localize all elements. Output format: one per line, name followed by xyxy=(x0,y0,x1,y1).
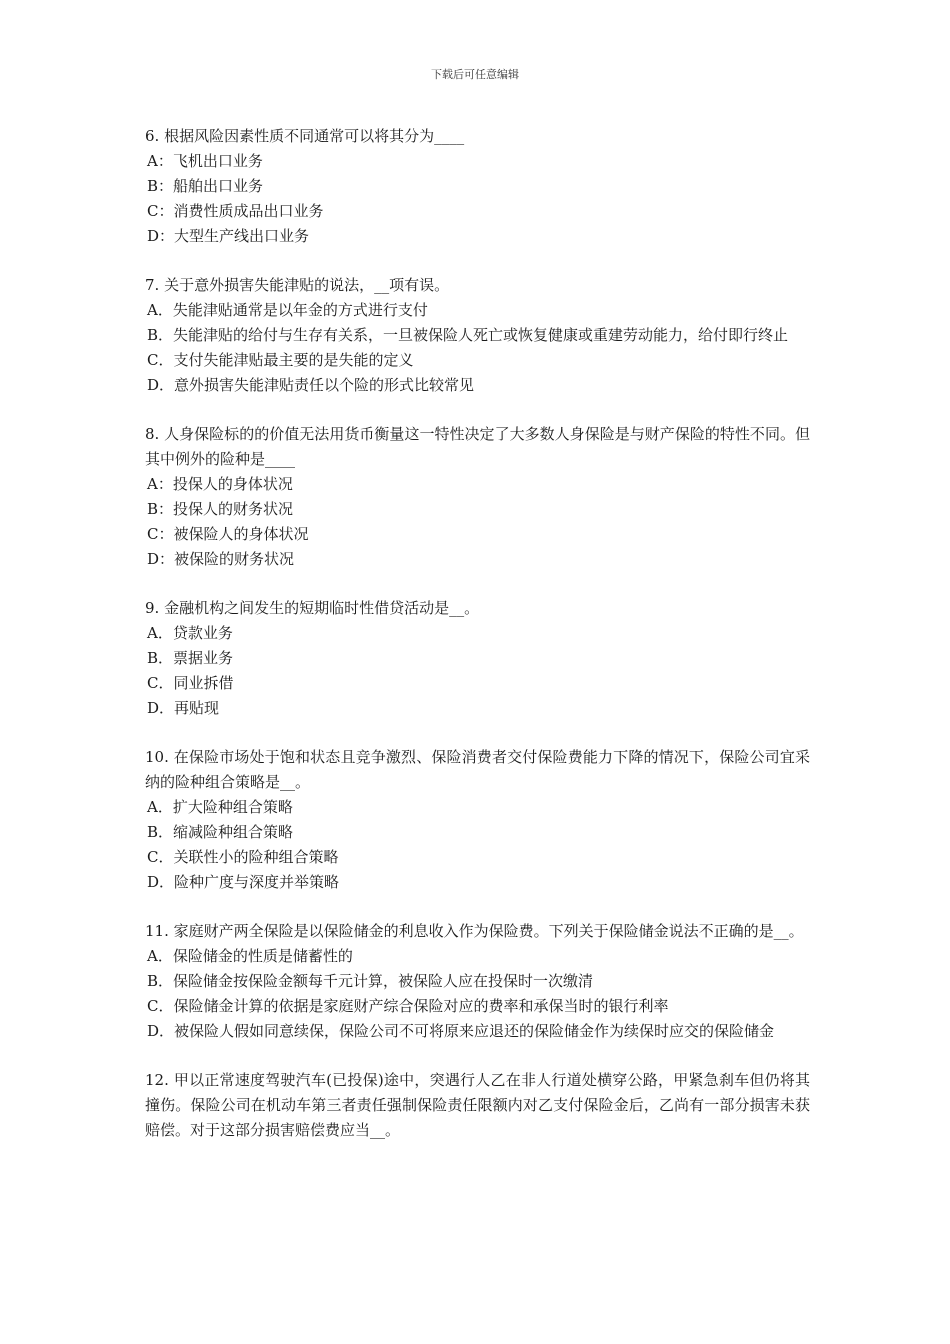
option-c: C：被保险人的身体状况 xyxy=(147,525,309,543)
option-b: B．票据业务 xyxy=(147,649,234,667)
option-c: C：消费性质成品出口业务 xyxy=(147,202,324,220)
option-d: D：大型生产线出口业务 xyxy=(147,227,310,245)
option-b: B．缩减险种组合策略 xyxy=(147,823,294,841)
question-8 xyxy=(145,422,810,572)
question-stem: 8. 人身保险标的的价值无法用货币衡量这一特性决定了大多数人身保险是与财产保险的特性不同。但其中例外的险种是____ xyxy=(145,425,810,468)
option-d: D．被保险人假如同意续保，保险公司不可将原来应退还的保险储金作为续保时应交的保险储金 xyxy=(147,1022,775,1040)
option-d: D．意外损害失能津贴责任以个险的形式比较常见 xyxy=(147,376,475,394)
question-list xyxy=(145,124,810,1167)
option-c: C．支付失能津贴最主要的是失能的定义 xyxy=(147,351,414,369)
question-10 xyxy=(145,745,810,895)
question-6 xyxy=(145,124,810,249)
option-a: A．贷款业务 xyxy=(147,624,233,642)
option-b: B．保险储金按保险金额每千元计算，被保险人应在投保时一次缴清 xyxy=(147,972,594,990)
option-a: A．扩大险种组合策略 xyxy=(147,798,293,816)
option-c: C．关联性小的险种组合策略 xyxy=(147,848,339,866)
question-stem: 7. 关于意外损害失能津贴的说法，__项有误。 xyxy=(145,276,450,294)
question-stem: 10. 在保险市场处于饱和状态且竞争激烈、保险消费者交付保险费能力下降的情况下，保险公司宜采纳的险种组合策略是__。 xyxy=(145,748,810,791)
option-a: A：飞机出口业务 xyxy=(147,152,263,170)
question-7 xyxy=(145,273,810,398)
option-a: A：投保人的身体状况 xyxy=(147,475,293,493)
option-d: D：被保险的财务状况 xyxy=(147,550,295,568)
option-c: C．同业拆借 xyxy=(147,674,234,692)
question-stem: 6. 根据风险因素性质不同通常可以将其分为____ xyxy=(145,127,465,145)
question-12 xyxy=(145,1068,810,1143)
option-b: B：投保人的财务状况 xyxy=(147,500,294,518)
page-header: 下载后可任意编辑 xyxy=(431,68,519,81)
question-stem: 11. 家庭财产两全保险是以保险储金的利息收入作为保险费。下列关于保险储金说法不正确的是__。 xyxy=(145,922,804,940)
question-11 xyxy=(145,919,810,1044)
option-d: D．险种广度与深度并举策略 xyxy=(147,873,340,891)
option-d: D．再贴现 xyxy=(147,699,220,717)
option-a: A．失能津贴通常是以年金的方式进行支付 xyxy=(147,301,428,319)
question-stem: 12. 甲以正常速度驾驶汽车(已投保)途中，突遇行人乙在非人行道处横穿公路，甲紧急刹车但仍将其撞伤。保险公司在机动车第三者责任强制保险责任限额内对乙支付保险金后，乙尚有一部分损害未获赔偿。对于这部分损害赔偿费应当__。 xyxy=(145,1071,810,1139)
option-c: C．保险储金计算的依据是家庭财产综合保险对应的费率和承保当时的银行利率 xyxy=(147,997,669,1015)
option-a: A．保险储金的性质是储蓄性的 xyxy=(147,947,353,965)
option-b: B．失能津贴的给付与生存有关系，一旦被保险人死亡或恢复健康或重建劳动能力，给付即行终止 xyxy=(147,326,789,344)
option-b: B：船舶出口业务 xyxy=(147,177,264,195)
question-stem: 9. 金融机构之间发生的短期临时性借贷活动是__。 xyxy=(145,599,480,617)
question-9 xyxy=(145,596,810,721)
